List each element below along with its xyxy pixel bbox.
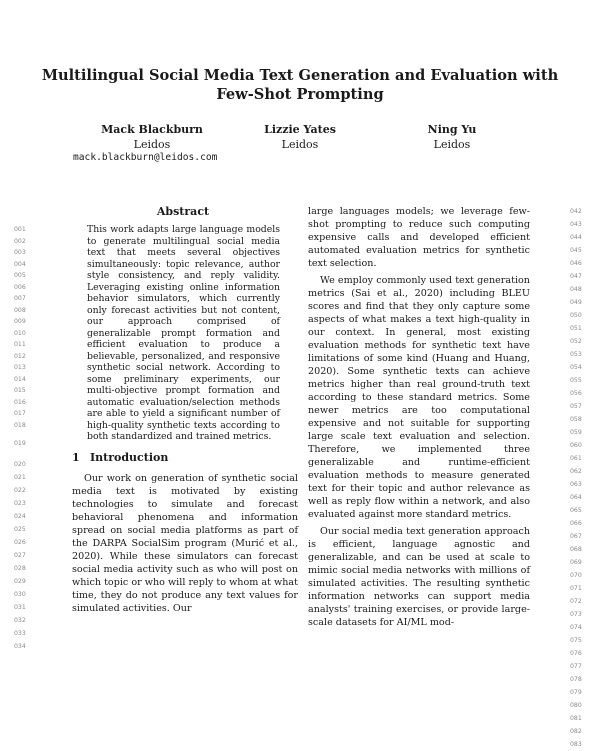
- line-number: 003: [14, 249, 26, 256]
- line-number: 080: [570, 702, 582, 709]
- line-number: 066: [570, 520, 582, 527]
- line-number: 062: [570, 468, 582, 475]
- line-number: 023: [14, 499, 26, 507]
- paragraph: Our work on generation of synthetic social media text is motivated by existing technologies to simulate and forecast behavioral phenomena and information spread on social media platforms as part of the DARPA SocialSim program (Murić et al., 2020). While these simulators can forecast social media activity such as who will post on which topic or who will reply to whom at what time, they do not produce any text values for simulated activities. Our: [72, 473, 298, 614]
- author-affiliation: Leidos: [133, 138, 171, 151]
- author-affiliation: Leidos: [281, 138, 319, 151]
- author-1: [92, 122, 212, 152]
- line-number: 028: [14, 564, 26, 572]
- line-number: 048: [570, 286, 582, 293]
- line-number: 083: [570, 741, 582, 748]
- line-number: 077: [570, 663, 582, 670]
- line-number: 082: [570, 728, 582, 735]
- line-number: 069: [570, 559, 582, 566]
- line-number: 024: [14, 512, 26, 520]
- line-number: 002: [14, 237, 26, 245]
- line-number: 015: [14, 387, 26, 394]
- line-number: 052: [570, 338, 582, 345]
- section-title: Introduction: [90, 451, 169, 464]
- author-name: Mack Blackburn: [101, 123, 203, 136]
- line-number: 027: [14, 551, 26, 559]
- line-number: 019: [14, 440, 26, 447]
- line-number: 067: [570, 533, 582, 540]
- line-numbers-left: [14, 224, 38, 653]
- line-number: 017: [14, 410, 26, 417]
- line-number: 058: [570, 416, 582, 423]
- author-name: Ning Yu: [427, 123, 477, 136]
- author-name: Lizzie Yates: [264, 123, 336, 136]
- line-number: 014: [14, 375, 26, 383]
- line-number: 005: [14, 272, 26, 279]
- line-number: 059: [570, 429, 582, 436]
- author-2: [250, 122, 350, 152]
- line-number: 018: [14, 421, 26, 429]
- line-number: 042: [570, 208, 582, 215]
- line-number: 044: [570, 234, 582, 241]
- paper-title: Multilingual Social Media Text Generation and Evaluation with Few-Shot Prompting: [41, 67, 559, 103]
- line-number: 064: [570, 494, 582, 501]
- line-number: 046: [570, 260, 582, 267]
- line-number: 021: [14, 473, 26, 481]
- line-number: 029: [14, 577, 26, 585]
- line-number: 025: [14, 525, 26, 533]
- line-number: 051: [570, 325, 582, 332]
- line-number: 045: [570, 247, 582, 254]
- abstract-heading: Abstract: [156, 205, 210, 218]
- line-number: 001: [14, 226, 26, 233]
- paragraph: Our social media text generation approach is efficient, language agnostic and generalizable, and can be used at scale to mimic social media networks with millions of simulated activities. The resulting synthetic information networks can support media analysts' training exercises, or provide large-scale datasets for AI/ML mod-: [308, 526, 530, 628]
- line-number: 016: [14, 398, 26, 406]
- author-3: [402, 122, 502, 152]
- paragraph: We employ commonly used text generation metrics (Sai et al., 2020) including BLEU scores and find that they only capture some aspects of what makes a text high-quality in our context. In general, most existing evaluation methods for synthetic text have limitations of some kind (Huang and Huang, 2020). Some synthetic texts can achieve metrics higher than real ground-truth text according to these standard metrics. Some newer metrics are too computational expensive and not suitable for supporting large scale text evaluation and selection. Therefore, we implemented three generalizable and runtime-efficient evaluation methods to measure generated text for their topic and author relevance as well as reply flow within a network, and also evaluated against more standard metrics.: [308, 275, 530, 520]
- section-number: 1: [72, 451, 80, 464]
- section-heading-introduction: [72, 451, 168, 464]
- line-number: 007: [14, 295, 26, 302]
- line-number: 057: [570, 403, 582, 410]
- line-number: 009: [14, 318, 26, 325]
- author-affiliation: Leidos: [433, 138, 471, 151]
- line-number: 031: [14, 603, 26, 611]
- line-number: 022: [14, 486, 26, 494]
- line-number: 081: [570, 715, 582, 722]
- line-number: 070: [570, 572, 582, 579]
- line-number: 011: [14, 341, 26, 348]
- line-numbers-right: [570, 205, 594, 751]
- line-number: 073: [570, 611, 582, 618]
- line-number: 026: [14, 538, 26, 546]
- line-number: 079: [570, 689, 582, 696]
- line-number: 043: [570, 221, 582, 228]
- line-number: 055: [570, 377, 582, 384]
- line-number: 050: [570, 312, 582, 319]
- introduction-body: [72, 472, 298, 615]
- line-number: 063: [570, 481, 582, 488]
- line-number: 076: [570, 650, 582, 657]
- line-number: 056: [570, 390, 582, 397]
- line-number: 049: [570, 299, 582, 306]
- line-number: 030: [14, 590, 26, 598]
- line-number: 006: [14, 283, 26, 291]
- right-column: [308, 205, 530, 633]
- line-number: 075: [570, 637, 582, 644]
- line-number: 065: [570, 507, 582, 514]
- line-number: 072: [570, 598, 582, 605]
- line-number: 078: [570, 676, 582, 683]
- line-number: 060: [570, 442, 582, 449]
- line-number: 068: [570, 546, 582, 553]
- line-number: 032: [14, 616, 26, 624]
- line-number: 047: [570, 273, 582, 280]
- line-number: 034: [14, 642, 26, 650]
- line-number: 053: [570, 351, 582, 358]
- line-number: 071: [570, 585, 582, 592]
- line-number: 008: [14, 306, 26, 314]
- paragraph: large languages models; we leverage few-shot prompting to reduce such computing expensive calls and developed efficient automated evaluation metrics for synthetic text selection.: [308, 206, 530, 269]
- line-number: 054: [570, 364, 582, 371]
- line-number: 033: [14, 629, 26, 637]
- line-number: 061: [570, 455, 582, 462]
- abstract-text: This work adapts large language models to generate multilingual social media text that meets several objectives simultaneously: topic relevance, author style consistency, and reply validity. Leveraging existing online information behavior simulators, which currently only forecast activities but not content, our approach comprised of generalizable prompt formation and efficient evaluation to produce a believable, personalized, and responsive synthetic social network. According to some preliminary experiments, our multi-objective prompt formation and automatic evaluation/selection methods are able to yield a significant number of high-quality synthetic texts according to both standardized and trained metrics.: [87, 224, 280, 442]
- author-email[interactable]: mack.blackburn@leidos.com: [73, 152, 218, 163]
- line-number: 012: [14, 352, 26, 360]
- line-number: 020: [14, 460, 26, 468]
- line-number: 004: [14, 260, 26, 268]
- line-number: 074: [570, 624, 582, 631]
- line-number: 013: [14, 364, 26, 371]
- line-number: 010: [14, 329, 26, 337]
